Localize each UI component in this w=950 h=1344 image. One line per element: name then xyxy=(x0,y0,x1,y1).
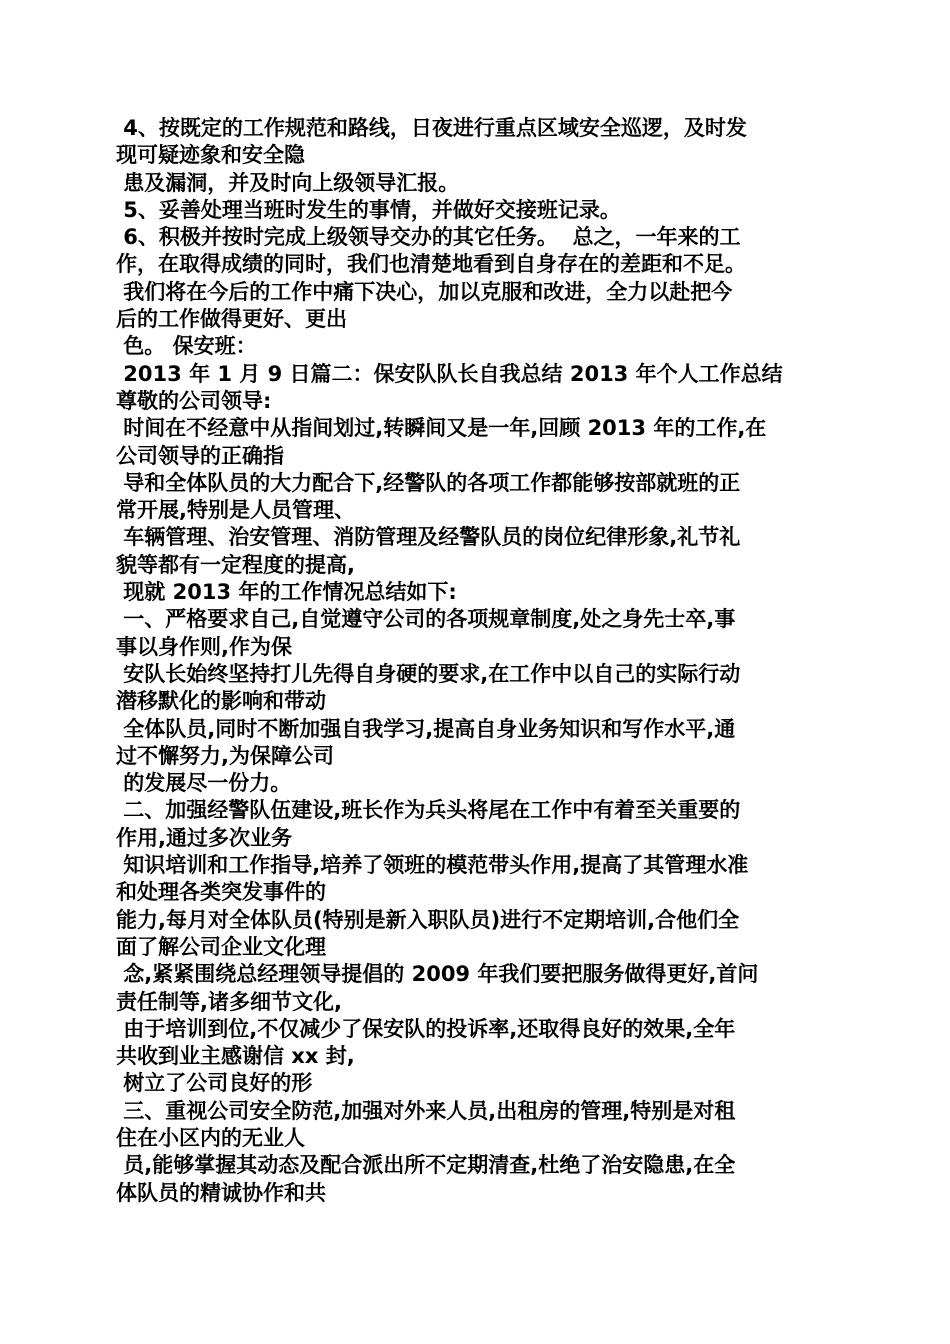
text-line: 现可疑迹象和安全隐 xyxy=(116,143,305,168)
text-line: 作用,通过多次业务 xyxy=(116,825,292,850)
text-line: 树立了公司良好的形 xyxy=(116,1071,313,1096)
text-line: 安队长始终坚持打儿先得自身硬的要求,在工作中以自己的实际行动 xyxy=(116,661,741,686)
text-line: 体队员的精诚协作和共 xyxy=(116,1180,326,1205)
text-line: 由于培训到位,不仅减少了保安队的投诉率,还取得良好的效果,全年 xyxy=(116,1016,736,1041)
text-line: 作，在取得成绩的同时，我们也清楚地看到自身存在的差距和不足。 xyxy=(116,252,746,277)
text-line: 6、积极并按时完成上级领导交办的其它任务。 总之，一年来的工 xyxy=(116,225,741,250)
text-line: 能力,每月对全体队员(特别是新入职队员)进行不定期培训,合他们全 xyxy=(116,907,740,932)
text-line: 潜移默化的影响和带动 xyxy=(116,689,326,714)
text-line: 我们将在今后的工作中痛下决心，加以克服和改进，全力以赴把今 xyxy=(116,279,733,304)
text-line: 住在小区内的无业人 xyxy=(116,1125,305,1150)
document-body xyxy=(116,115,836,1207)
text-line: 常开展,特别是人员管理、 xyxy=(116,498,355,523)
text-line: 二、加强经警队伍建设,班长作为兵头将尾在工作中有着至关重要的 xyxy=(116,798,741,823)
text-line: 的发展尽一份力。 xyxy=(116,771,292,796)
text-line: 5、妥善处理当班时发生的事情，并做好交接班记录。 xyxy=(116,197,621,222)
text-line: 三、重视公司安全防范,加强对外来人员,出租房的管理,特别是对租 xyxy=(116,1098,736,1123)
text-line: 现就 2013 年的工作情况总结如下: xyxy=(116,580,457,605)
text-line: 一、严格要求自己,自觉遵守公司的各项规章制度,处之身先士卒,事 xyxy=(116,607,736,632)
text-line: 后的工作做得更好、更出 xyxy=(116,307,347,332)
text-line: 时间在不经意中从指间划过,转瞬间又是一年,回顾 2013 年的工作,在 xyxy=(116,416,767,441)
text-line: 面了解公司企业文化理 xyxy=(116,934,326,959)
text-line: 尊敬的公司领导: xyxy=(116,388,272,413)
text-line: 色。 保安班： xyxy=(116,334,257,359)
text-line: 过不懈努力,为保障公司 xyxy=(116,743,334,768)
text-line: 员,能够掌握其动态及配合派出所不定期清查,杜绝了治安隐患,在全 xyxy=(116,1153,736,1178)
text-line: 导和全体队员的大力配合下,经警队的各项工作都能够按部就班的正 xyxy=(116,470,741,495)
text-line: 貌等都有一定程度的提高, xyxy=(116,552,355,577)
text-line: 车辆管理、治安管理、消防管理及经警队员的岗位纪律形象,礼节礼 xyxy=(116,525,741,550)
text-line: 全体队员,同时不断加强自我学习,提高自身业务知识和写作水平,通 xyxy=(116,716,736,741)
text-line: 知识培训和工作指导,培养了领班的模范带头作用,提高了其管理水准 xyxy=(116,853,749,878)
text-line: 4、按既定的工作规范和路线，日夜进行重点区域安全巡逻，及时发 xyxy=(116,116,747,140)
text-line: 责任制等,诸多细节文化, xyxy=(116,989,342,1014)
text-line: 共收到业主感谢信 xx 封, xyxy=(116,1044,355,1069)
text-line: 2013 年 1 月 9 日篇二：保安队队长自我总结 2013 年个人工作总结 xyxy=(116,361,783,386)
text-line: 事以身作则,作为保 xyxy=(116,634,292,659)
text-line: 患及漏洞，并及时向上级领导汇报。 xyxy=(116,170,460,195)
text-line: 和处理各类突发事件的 xyxy=(116,880,326,905)
text-line: 公司领导的正确指 xyxy=(116,443,284,468)
text-line: 念,紧紧围绕总经理领导提倡的 2009 年我们要把服务做得更好,首问 xyxy=(116,962,759,987)
